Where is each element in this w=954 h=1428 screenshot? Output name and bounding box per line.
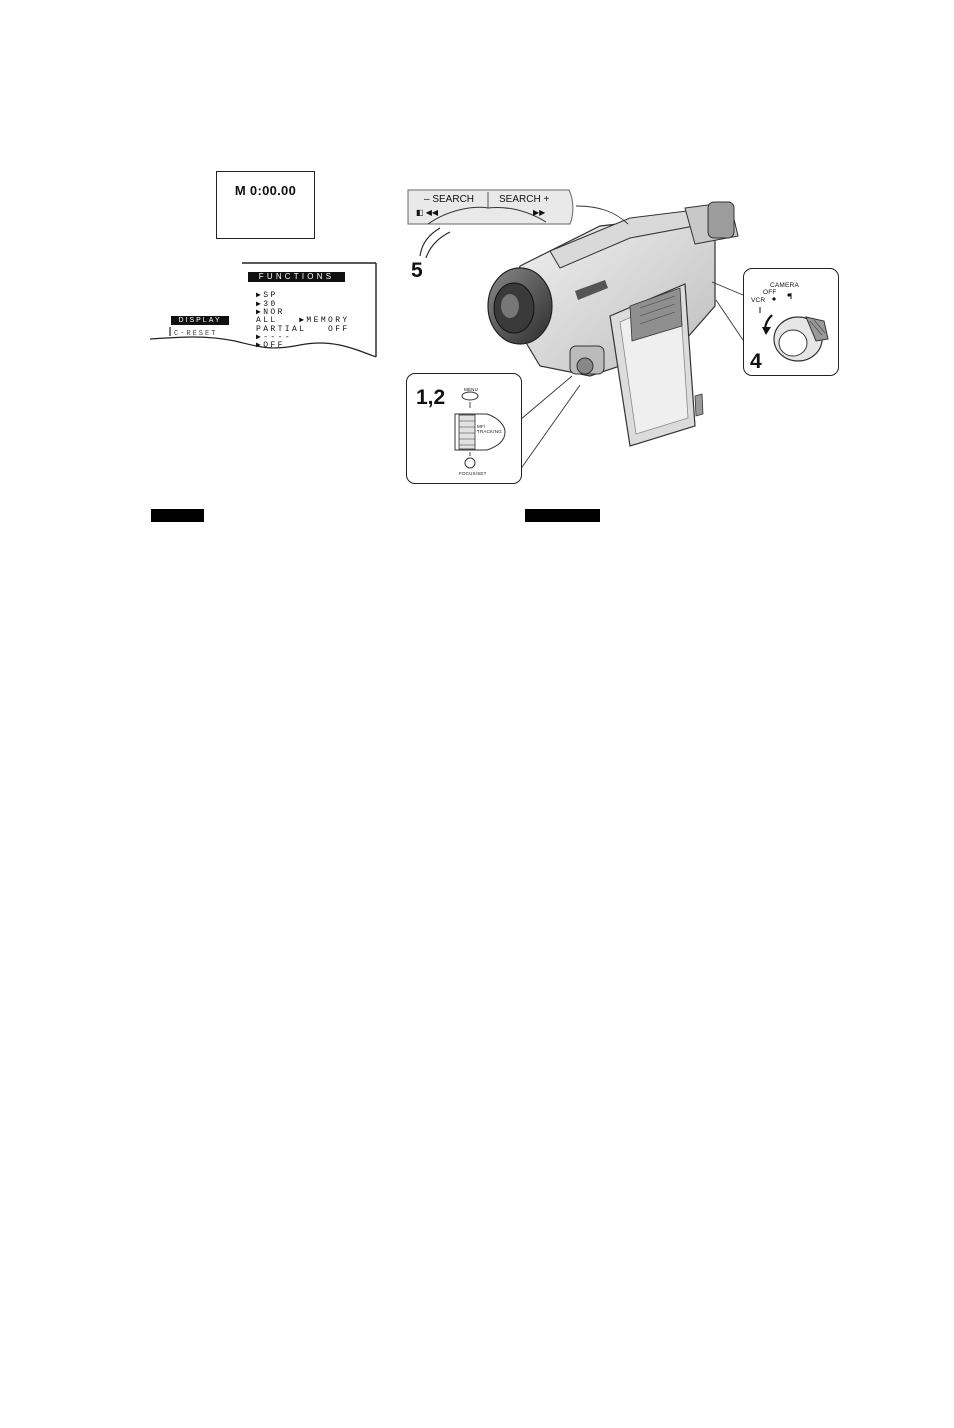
mf-tracking-label: MF/ TRACKING [477,424,502,434]
menu-row-speed: ▶SP [256,291,278,300]
search-minus-label: – SEARCH [424,194,475,205]
focus-set-label: FOCUS/SET [459,471,487,476]
menu-row-off: ▶OFF [256,341,285,350]
menu-row-mode: ▶NOR [256,308,285,317]
step-1-2-label: 1,2 [416,386,446,409]
functions-menu-title: FUNCTIONS [248,272,345,282]
dial-vcr-label: VCR [751,297,766,304]
right-section-heading-bar [525,509,600,522]
mode-dial-callout [743,268,839,376]
menu-button-callout [406,373,522,484]
dial-off-label: OFF [763,289,777,296]
rewind-icon: ◧ ◀◀ [416,208,439,217]
menu-row-dash: ▶---- [256,333,293,342]
step-4-label: 4 [750,350,762,373]
step-5-label: 5 [411,259,423,282]
dial-camera-label: CAMERA [770,282,800,289]
menu-row-all: ALL ▶MEMORY [256,316,350,325]
search-plus-label: SEARCH + [499,194,550,205]
cut-off-label: C-RESET [174,330,218,336]
counter-text: M 0:00.00 [234,183,297,198]
menu-row-partial: PARTIAL OFF [256,325,350,334]
left-section-heading-bar [151,509,204,522]
menu-button-label: MENU [464,387,479,392]
fast-forward-icon: ▶▶ [533,208,546,217]
display-menu-tag: DISPLAY [171,316,229,325]
menu-row-audio: ▶30 [256,300,278,309]
